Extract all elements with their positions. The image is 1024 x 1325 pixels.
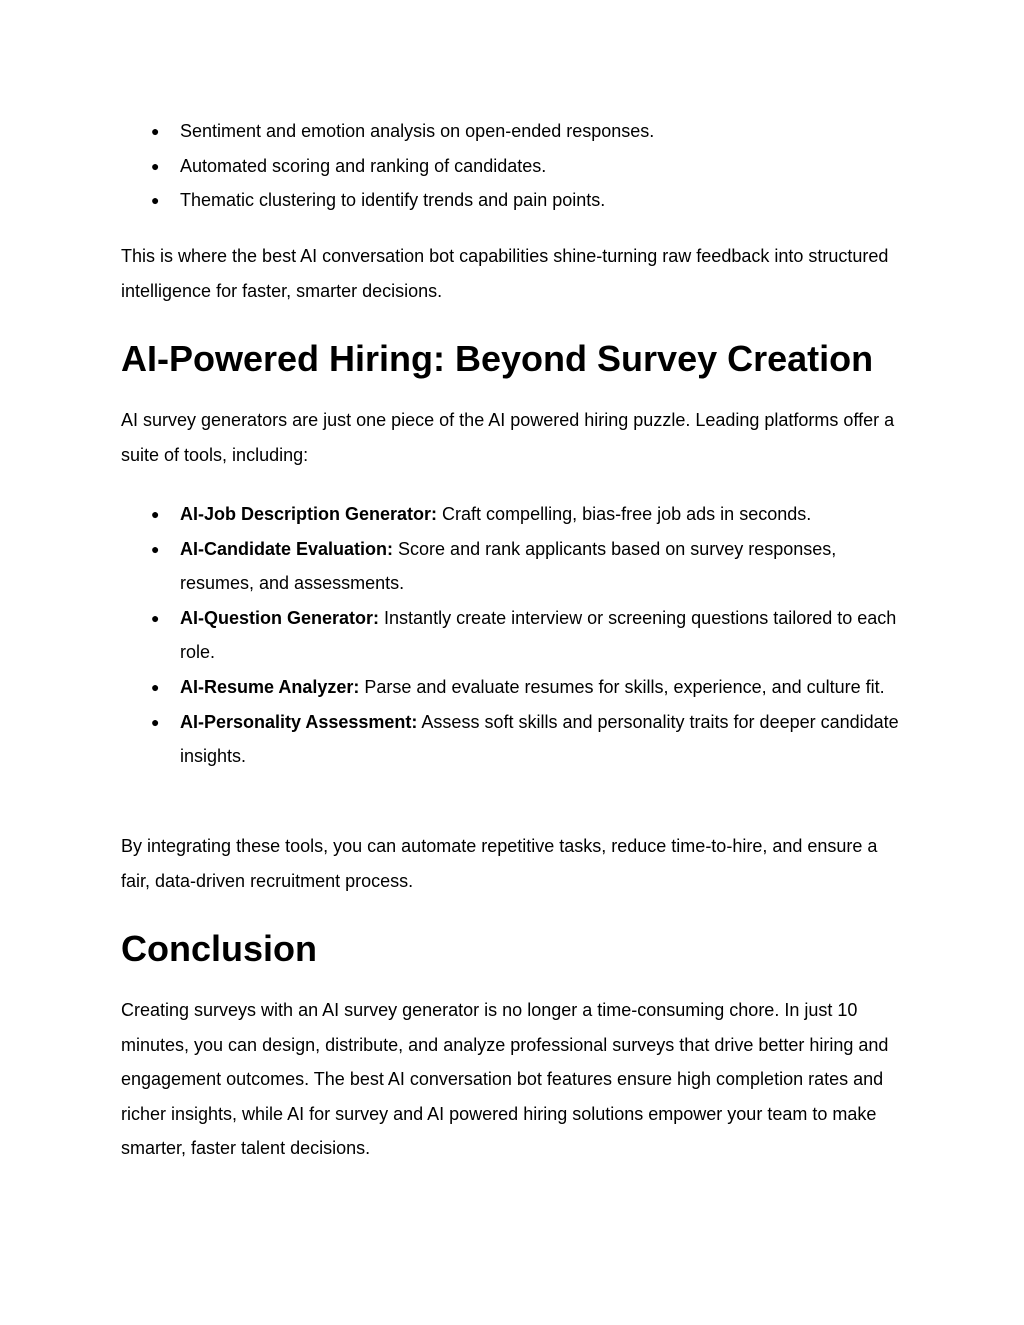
tool-term: AI-Job Description Generator: bbox=[180, 504, 438, 524]
bullet-icon: ● bbox=[151, 713, 160, 730]
bullet-icon: ● bbox=[151, 540, 160, 557]
list-item bbox=[121, 705, 901, 774]
bullet-icon: ● bbox=[151, 506, 160, 522]
tool-description: Craft compelling, bias-free job ads in seconds. bbox=[437, 504, 812, 524]
list-item bbox=[121, 114, 901, 149]
list-item bbox=[121, 532, 901, 601]
section-heading-conclusion: Conclusion bbox=[121, 928, 317, 969]
analysis-features-list bbox=[121, 114, 901, 218]
bullet-icon: ● bbox=[151, 157, 160, 174]
tool-description: Assess soft skills and personality traits for deeper candidate insights. bbox=[180, 711, 899, 767]
list-item bbox=[121, 183, 901, 218]
paragraph-integration: By integrating these tools, you can automate repetitive tasks, reduce time-to-hire, and ensure a fair, data-driven recruitment process. bbox=[121, 836, 878, 891]
paragraph-hiring-intro: AI survey generators are just one piece of the AI powered hiring puzzle. Leading platforms offer a suite of tools, including: bbox=[121, 410, 895, 465]
paragraph-ai-bot: This is where the best AI conversation bot capabilities shine-turning raw feedback into structured intelligence for faster, smarter decisions. bbox=[121, 246, 889, 301]
tool-term: AI-Question Generator: bbox=[180, 607, 380, 628]
hiring-tools-list bbox=[121, 497, 901, 774]
bullet-icon: ● bbox=[151, 678, 160, 695]
list-item bbox=[121, 149, 901, 184]
tool-term: AI-Personality Assessment: bbox=[180, 711, 418, 732]
bullet-icon: ● bbox=[151, 192, 160, 209]
list-item-text: Thematic clustering to identify trends and pain points. bbox=[180, 190, 606, 211]
list-item bbox=[121, 497, 901, 532]
paragraph-conclusion: Creating surveys with an AI survey generator is no longer a time-consuming chore. In just 10 minutes, you can design, distribute, and analyze professional surveys that drive better hiring and engagement outcomes. The best AI conversation bot features ensure high completion rates and richer insights, while AI for survey and AI powered hiring solutions empower your team to make smarter, faster talent decisions. bbox=[121, 1000, 889, 1159]
bullet-icon: ● bbox=[151, 609, 160, 626]
tool-description: Instantly create interview or screening questions tailored to each role. bbox=[180, 607, 897, 663]
list-item bbox=[121, 601, 901, 670]
bullet-icon: ● bbox=[151, 123, 160, 139]
tool-description: Parse and evaluate resumes for skills, experience, and culture fit. bbox=[359, 676, 885, 697]
tool-description: Score and rank applicants based on survey responses, resumes, and assessments. bbox=[180, 538, 837, 594]
list-item bbox=[121, 670, 901, 705]
section-heading-ai-hiring: AI-Powered Hiring: Beyond Survey Creation bbox=[121, 338, 874, 379]
tool-term: AI-Resume Analyzer: bbox=[180, 676, 360, 697]
list-item-text: Sentiment and emotion analysis on open-ended responses. bbox=[180, 121, 655, 141]
list-item-text: Automated scoring and ranking of candidates. bbox=[180, 155, 547, 176]
tool-term: AI-Candidate Evaluation: bbox=[180, 538, 394, 559]
